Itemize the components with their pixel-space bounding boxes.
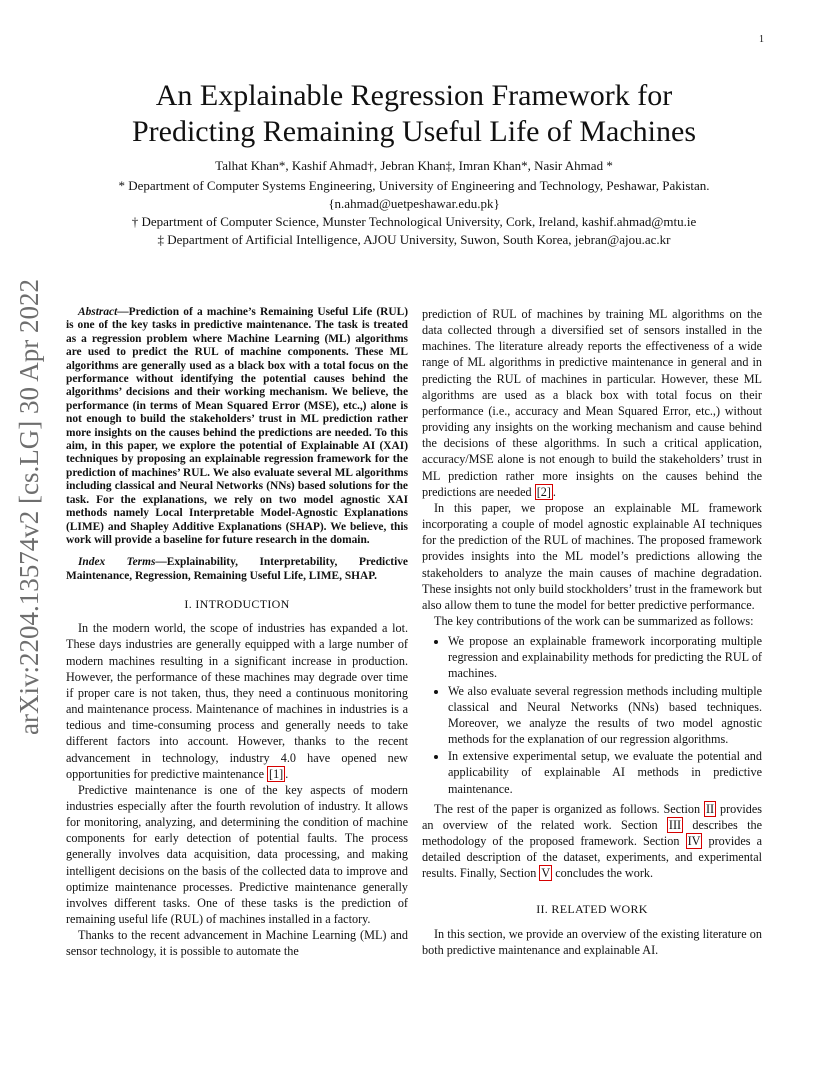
index-terms (66, 556, 408, 583)
citation-link-1[interactable]: [1] (269, 766, 284, 781)
authors: Talhat Khan*, Kashif Ahmad†, Jebran Khan‡, Imran Khan*, Nasir Ahmad * (215, 158, 613, 173)
section-link-ii[interactable]: II (705, 801, 715, 816)
right-paragraph-3: The key contributions of the work can be summarized as follows: (434, 613, 754, 628)
right-column (422, 306, 762, 958)
organization-text-1: The rest of the paper is organized as follows. Section (434, 801, 704, 816)
intro-p1-text: In the modern world, the scope of industries has expanded a lot. These days industries are generally equipped with a large number of modern machines resulting in a significant increase in production. However, the performance of these machines may degrade over time if proper care is not taken, thus, they need a continuous monitoring and maintenance process. Maintenance of machines in industries is a tedious and time-consuming process and generally needs to take different factors into account. However, thanks to the recent advancement in technology, industry 4.0 have opened new opportunities for predictive maintenance (66, 621, 408, 781)
abstract-label: Abstract (78, 306, 118, 318)
abstract-text: —Prediction of a machine’s Remaining Useful Life (RUL) is one of the key tasks in predictive maintenance. The task is treated as a regression problem where Machine Learning (ML) algorithms are used to predict the RUL of machine components. These ML algorithms are generally used as a black box with a total focus on the performance without identifying the potential causes behind the algorithms’ decisions and their working mechanism. We believe, the performance (in terms of Mean Squared Error (MSE), etc.,) alone is not enough to build the stakeholders’ trust in ML prediction rather more insights on the causes behind the predictions are needed. To this aim, in this paper, we explore the potential of Explainable AI (XAI) techniques by proposing an explainable regression framework for the prediction of machines’ RUL. We also evaluate several ML algorithms including classical and Neural Networks (NNs) based solutions for the task. For the explanations, we rely on two model agnostic XAI methods namely Local Interpretable Model-Agnostic Explanations (LIME) and Shapley Additive Explanations (SHAP). We believe, this work will provide a baseline for future research in the domain. (66, 306, 408, 546)
affiliation-1-email: {n.ahmad@uetpeshawar.edu.pk} (328, 196, 500, 211)
right-p1-end: . (552, 484, 556, 499)
section-link-v[interactable]: V (541, 866, 551, 881)
affiliation-2: † Department of Computer Science, Munster Technological University, Cork, Ireland, kashif.ahmad@mtu.ie (131, 214, 697, 229)
right-paragraph-1 (422, 306, 762, 500)
intro-paragraph-2: Predictive maintenance is one of the key aspects of modern industries especially after the fourth revolution of industry. It allows for monitoring, analyzing, and determining the condition of machine components for early detection of potential faults. The process generally involves data acquisition, data processing, and making intelligent decisions on the basis of the collected data to improve and optimize maintenance processes. Predictive maintenance generally involves different tasks. One of these tasks is the prediction of remaining useful life (RUL) of machines installed in a factory. (66, 782, 408, 927)
section-heading-related-work: II. RELATED WORK (536, 902, 648, 917)
intro-paragraph-1 (66, 620, 408, 782)
right-paragraph-4 (422, 801, 762, 882)
index-terms-label: Index Terms (78, 556, 156, 569)
right-p1-text: prediction of RUL of machines by training ML algorithms on the data collected through a diversified set of sensors installed in the machines. The literature already reports the effectiveness of a wide range of ML algorithms in predictive maintenance in general and in predicting the RUL of machines in particular. However, these ML algorithms are used as a black box with total focus on their performance (i.e., accuracy and Mean Squared Error, etc.,) without providing any insights on the working mechanism and cause behind the decisions of these algorithms. In such a critical application, accuracy/MSE alone is not enough to build the stakeholders’ trust in ML prediction rather more insights on the causes behind the predictions are needed (422, 307, 762, 499)
paper-title (0, 78, 828, 150)
organization-text-3: describes the methodology of the proposed framework. Section (422, 817, 762, 848)
list-item: • In extensive experimental setup, we evaluate the potential and applicability of explainable AI methods in predictive maintenance. (448, 748, 762, 796)
title-line-1: An Explainable Regression Framework for (155, 79, 673, 112)
abstract (66, 306, 408, 547)
left-column (66, 306, 408, 960)
intro-p1-end: . (285, 766, 289, 781)
index-terms-text: —Explainability, Interpretability, Predictive Maintenance, Regression, Remaining Useful Life, LIME, SHAP. (66, 556, 408, 582)
affiliation-3: ‡ Department of Artificial Intelligence, AJOU University, Suwon, South Korea, jebran@ajou.ac.kr (157, 232, 671, 247)
contributions-list (422, 633, 762, 797)
affiliation-1: * Department of Computer Systems Engineering, University of Engineering and Technology, Peshawar, Pakistan. (118, 178, 710, 193)
section-link-iii[interactable]: III (668, 817, 682, 832)
right-paragraph-2: In this paper, we propose an explainable ML framework incorporating a couple of model agnostic explainable AI techniques for the prediction of the RUL of machines. The proposed framework provides insights into the ML model’s predictions allowing the stakeholders to analyze the main causes of machine degradation. These insights not only build stockholders’ trust in the framework but also allow them to tune the model for better predictive performance. (422, 500, 762, 612)
intro-paragraph-3: Thanks to the recent advancement in Machine Learning (ML) and sensor technology, it is possible to automate the (66, 928, 408, 959)
page-number: 1 (759, 34, 764, 45)
related-paragraph-1: In this section, we provide an overview of the existing literature on both predictive maintenance and explainable AI. (422, 926, 762, 957)
organization-text-4: provides a detailed description of the dataset, experiments, and experimental results. Finally, Section (422, 834, 762, 881)
citation-link-2[interactable]: [2] (536, 484, 551, 499)
organization-text-2: provides an overview of the related work. Section (422, 801, 762, 832)
arxiv-stamp[interactable]: arXiv:2204.13574v2 [cs.LG] 30 Apr 2022 (14, 279, 44, 735)
organization-text-5: concludes the work. (552, 866, 654, 881)
section-link-iv[interactable]: IV (687, 834, 701, 848)
title-line-2: Predicting Remaining Useful Life of Machines (131, 115, 697, 148)
list-item: • We also evaluate several regression methods including multiple classical and Neural Networks (NNs) based techniques. Moreover, we analyze the results of two model agnostic methods for the explanation of our regression algorithms. (448, 683, 762, 748)
list-item: • We propose an explainable framework incorporating multiple regression and explainability methods for predicting the RUL of machines. (448, 633, 762, 681)
section-heading-introduction: I. INTRODUCTION (184, 597, 290, 612)
